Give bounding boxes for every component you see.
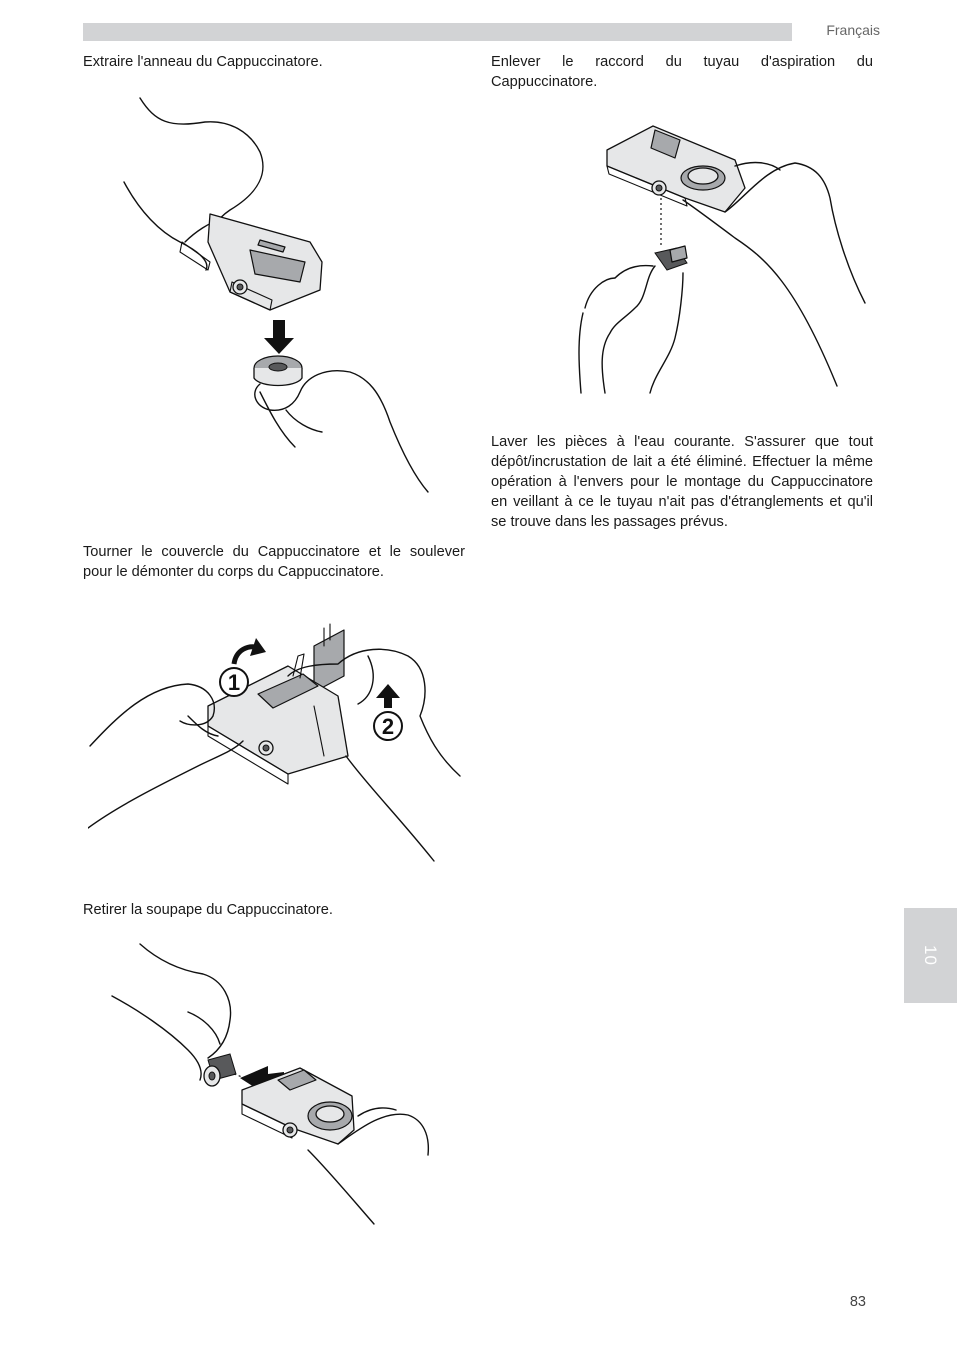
- figure-turn-cover: [88, 616, 463, 866]
- section-tab: [904, 908, 957, 1003]
- step-one-label: 1: [227, 670, 241, 695]
- step-remove-valve-text: Retirer la soupape du Cappuccinatore.: [83, 902, 333, 918]
- figure-extract-ring: [110, 92, 440, 502]
- step-wash-text: Laver les pièces à l'eau courante. S'assurer que tout dépôt/incrustation de lait a été éliminé. Effectuer la même opération à l'envers pour le montage du Cappuccinatore en veillant à ce le tuyau n'ait pas d'étranglements et qu'il se trouve dans les passages prévus.: [491, 434, 873, 530]
- header-bar: [83, 23, 792, 41]
- step-two-label: 2: [381, 714, 395, 739]
- step-turn-cover-text: Tourner le couvercle du Cappuccinatore et le soulever pour le démonter du corps du Cappuccinatore.: [83, 544, 465, 580]
- figure-remove-hose: [575, 118, 875, 398]
- figure-remove-valve: [108, 940, 443, 1230]
- step-extract-ring-text: Extraire l'anneau du Cappuccinatore.: [83, 54, 323, 70]
- language-label: Français: [826, 22, 880, 38]
- step-remove-hose-text: Enlever le raccord du tuyau d'aspiration du Cappuccinatore.: [491, 54, 873, 90]
- section-number: 10: [921, 945, 941, 966]
- page-number: 83: [849, 1294, 866, 1310]
